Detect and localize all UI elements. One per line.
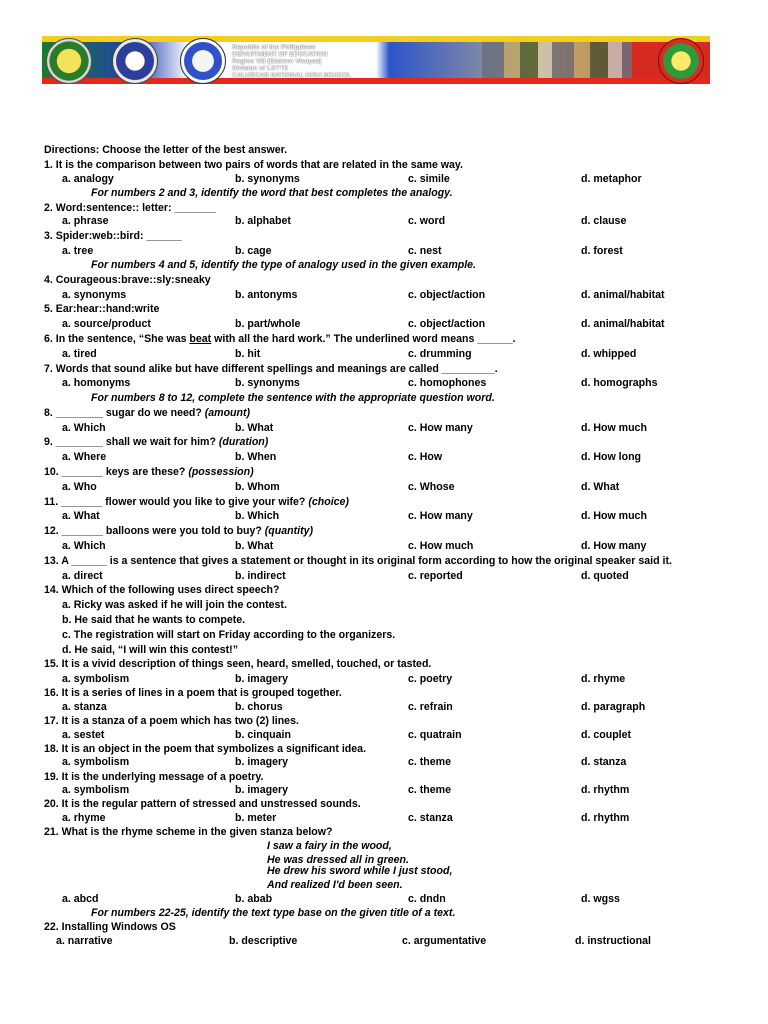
question-text: 20. It is the regular pattern of stressed and unstressed sounds.: [44, 798, 361, 810]
choice-b: b. abab: [235, 893, 273, 905]
underlined-word: beat: [189, 333, 212, 345]
question-hint: (quantity): [264, 525, 314, 537]
choice-d: d. quoted: [581, 570, 629, 582]
question-stem: 8. ________ sugar do we need?: [44, 407, 205, 419]
choice-d: d. What: [581, 481, 620, 493]
choice-b: b. Which: [235, 510, 280, 522]
choice-d: d. animal/habitat: [581, 289, 665, 301]
choice-c: c. simile: [408, 173, 450, 185]
choice-a: a. symbolism: [62, 673, 130, 685]
choice-b: b. part/whole: [235, 318, 301, 330]
school-seal-logo: [46, 38, 92, 84]
choice-d: d. rhythm: [581, 812, 630, 824]
choice-c: c. How many: [408, 510, 473, 522]
banner-photo-strip: [482, 42, 632, 78]
choice-c: c. theme: [408, 784, 451, 796]
choice-b: b. When: [235, 451, 277, 463]
choice-a: a. rhyme: [62, 812, 106, 824]
instruction-note: For numbers 22-25, identify the text type base on the given title of a text.: [91, 907, 456, 919]
choice-b: b. cinquain: [235, 729, 291, 741]
question-text: [44, 436, 268, 448]
poem-line: And realized I'd been seen.: [267, 879, 403, 891]
question-stem: 11. _______ flower would you like to give your wife?: [44, 496, 309, 508]
sub-choice: c. The registration will start on Friday according to the organizers.: [62, 629, 396, 641]
choice-a: a. Who: [62, 481, 97, 493]
choice-d: d. homographs: [581, 377, 658, 389]
choice-c: c. How much: [408, 540, 474, 552]
choice-c: c. Whose: [408, 481, 455, 493]
sub-choice: d. He said, “I will win this contest!”: [62, 644, 238, 656]
choice-c: c. theme: [408, 756, 451, 768]
choice-c: c. stanza: [408, 812, 453, 824]
choice-b: b. cage: [235, 245, 272, 257]
choice-a: a. What: [62, 510, 100, 522]
choice-b: b. imagery: [235, 673, 288, 685]
choice-a: a. analogy: [62, 173, 114, 185]
choice-b: b. Whom: [235, 481, 280, 493]
choice-a: a. narrative: [56, 935, 113, 947]
choice-b: b. chorus: [235, 701, 283, 713]
choice-d: d. wgss: [581, 893, 620, 905]
choice-b: b. synonyms: [235, 377, 300, 389]
banner-text: [232, 44, 472, 79]
banner-line: Region VIII (Eastern Visayas): [232, 58, 322, 65]
choice-a: a. symbolism: [62, 784, 130, 796]
choice-d: d. metaphor: [581, 173, 642, 185]
question-text: [44, 333, 516, 345]
choice-a: a. direct: [62, 570, 103, 582]
question-hint: (choice): [308, 496, 349, 508]
choice-a: a. homonyms: [62, 377, 131, 389]
question-text: 2. Word:sentence:: letter: _______: [44, 202, 216, 214]
choice-c: c. drumming: [408, 348, 472, 360]
choice-a: a. abcd: [62, 893, 99, 905]
poem-line: He was dressed all in green.: [267, 854, 409, 866]
choice-b: b. What: [235, 540, 274, 552]
choice-b: b. synonyms: [235, 173, 300, 185]
choice-d: d. whipped: [581, 348, 637, 360]
choice-a: a. synonyms: [62, 289, 127, 301]
question-text: 4. Courageous:brave::sly:sneaky: [44, 274, 211, 286]
choice-d: d. clause: [581, 215, 627, 227]
question-text: 16. It is a series of lines in a poem that is grouped together.: [44, 687, 342, 699]
choice-d: d. How much: [581, 510, 647, 522]
question-hint: (duration): [218, 436, 269, 448]
question-stem: with all the hard work.” The underlined word means ______.: [211, 333, 516, 345]
choice-b: b. imagery: [235, 756, 288, 768]
instruction-note: For numbers 4 and 5, identify the type of analogy used in the given example.: [91, 259, 476, 271]
choice-b: b. meter: [235, 812, 277, 824]
choice-a: a. Where: [62, 451, 107, 463]
choice-d: d. paragraph: [581, 701, 646, 713]
choice-c: c. word: [408, 215, 446, 227]
choice-d: d. couplet: [581, 729, 632, 741]
choice-c: c. nest: [408, 245, 442, 257]
choice-c: c. refrain: [408, 701, 453, 713]
choice-c: c. How many: [408, 422, 473, 434]
question-text: 15. It is a vivid description of things seen, heard, smelled, touched, or tasted.: [44, 658, 432, 670]
choice-b: b. imagery: [235, 784, 288, 796]
question-text: 21. What is the rhyme scheme in the given stanza below?: [44, 826, 333, 838]
question-text: 22. Installing Windows OS: [44, 921, 176, 933]
banner-line: Division of LEYTE: [232, 65, 288, 72]
choice-b: b. antonyms: [235, 289, 298, 301]
instruction-note: For numbers 8 to 12, complete the sentence with the appropriate question word.: [91, 392, 495, 404]
question-text: 1. It is the comparison between two pairs of words that are related in the same way.: [44, 159, 463, 171]
question-text: 7. Words that sound alike but have different spellings and meanings are called _________.: [44, 363, 498, 375]
choice-c: c. reported: [408, 570, 463, 582]
national-high-school-seal-logo: [658, 38, 704, 84]
choice-a: a. source/product: [62, 318, 151, 330]
choice-a: a. symbolism: [62, 756, 130, 768]
choice-c: c. argumentative: [402, 935, 487, 947]
choice-a: a. Which: [62, 422, 106, 434]
question-text: [44, 407, 250, 419]
question-text: 17. It is a stanza of a poem which has two (2) lines.: [44, 715, 299, 727]
choice-a: a. sestet: [62, 729, 105, 741]
choice-d: d. forest: [581, 245, 623, 257]
choice-c: c. How: [408, 451, 443, 463]
poem-line: He drew his sword while I just stood,: [267, 865, 453, 877]
header-banner: [42, 36, 710, 84]
question-stem: 12. _______ balloons were you told to buy?: [44, 525, 265, 537]
banner-line: DEPARTMENT OF EDUCATION: [232, 51, 328, 58]
choice-d: d. animal/habitat: [581, 318, 665, 330]
choice-a: a. tree: [62, 245, 94, 257]
question-text: 5. Ear:hear::hand:write: [44, 303, 160, 315]
choice-c: c. poetry: [408, 673, 453, 685]
question-text: [44, 525, 313, 537]
region-seal-logo: [112, 38, 158, 84]
choice-c: c. homophones: [408, 377, 487, 389]
choice-a: a. stanza: [62, 701, 107, 713]
question-text: 18. It is an object in the poem that symbolizes a significant idea.: [44, 743, 367, 755]
choice-d: d. How long: [581, 451, 642, 463]
question-text: [44, 466, 254, 478]
choice-a: a. phrase: [62, 215, 109, 227]
question-text: 3. Spider:web::bird: ______: [44, 230, 182, 242]
sub-choice: b. He said that he wants to compete.: [62, 614, 246, 626]
deped-seal-logo: [180, 38, 226, 84]
choice-c: c. dndn: [408, 893, 446, 905]
question-text: 14. Which of the following uses direct speech?: [44, 584, 280, 596]
choice-a: a. tired: [62, 348, 97, 360]
question-hint: (possession): [188, 466, 254, 478]
choice-d: d. rhythm: [581, 784, 630, 796]
choice-c: c. quatrain: [408, 729, 462, 741]
question-stem: 9. ________ shall we wait for him?: [44, 436, 219, 448]
banner-line: CALUBCAB NATIONAL HIGH SCHOOL: [232, 72, 352, 79]
choice-d: d. rhyme: [581, 673, 626, 685]
question-stem: 6. In the sentence, “She was: [44, 333, 190, 345]
question-text: 19. It is the underlying message of a poetry.: [44, 771, 264, 783]
choice-a: a. Which: [62, 540, 106, 552]
choice-b: b. indirect: [235, 570, 286, 582]
choice-d: d. How much: [581, 422, 647, 434]
choice-d: d. How many: [581, 540, 647, 552]
banner-line: Republic of the Philippines: [232, 44, 316, 51]
choice-b: b. What: [235, 422, 274, 434]
poem-line: I saw a fairy in the wood,: [267, 840, 392, 852]
choice-d: d. stanza: [581, 756, 627, 768]
choice-d: d. instructional: [575, 935, 651, 947]
question-hint: (amount): [204, 407, 251, 419]
choice-c: c. object/action: [408, 318, 486, 330]
instruction-note: For numbers 2 and 3, identify the word that best completes the analogy.: [91, 187, 453, 199]
choice-c: c. object/action: [408, 289, 486, 301]
directions: Directions: Choose the letter of the best answer.: [44, 144, 288, 156]
question-text: [44, 496, 349, 508]
question-stem: 10. _______ keys are these?: [44, 466, 189, 478]
choice-b: b. descriptive: [229, 935, 298, 947]
sub-choice: a. Ricky was asked if he will join the contest.: [62, 599, 287, 611]
choice-b: b. alphabet: [235, 215, 291, 227]
question-text: 13. A ______ is a sentence that gives a statement or thought in its original form according to how the original speaker said it.: [44, 555, 672, 567]
choice-b: b. hit: [235, 348, 261, 360]
